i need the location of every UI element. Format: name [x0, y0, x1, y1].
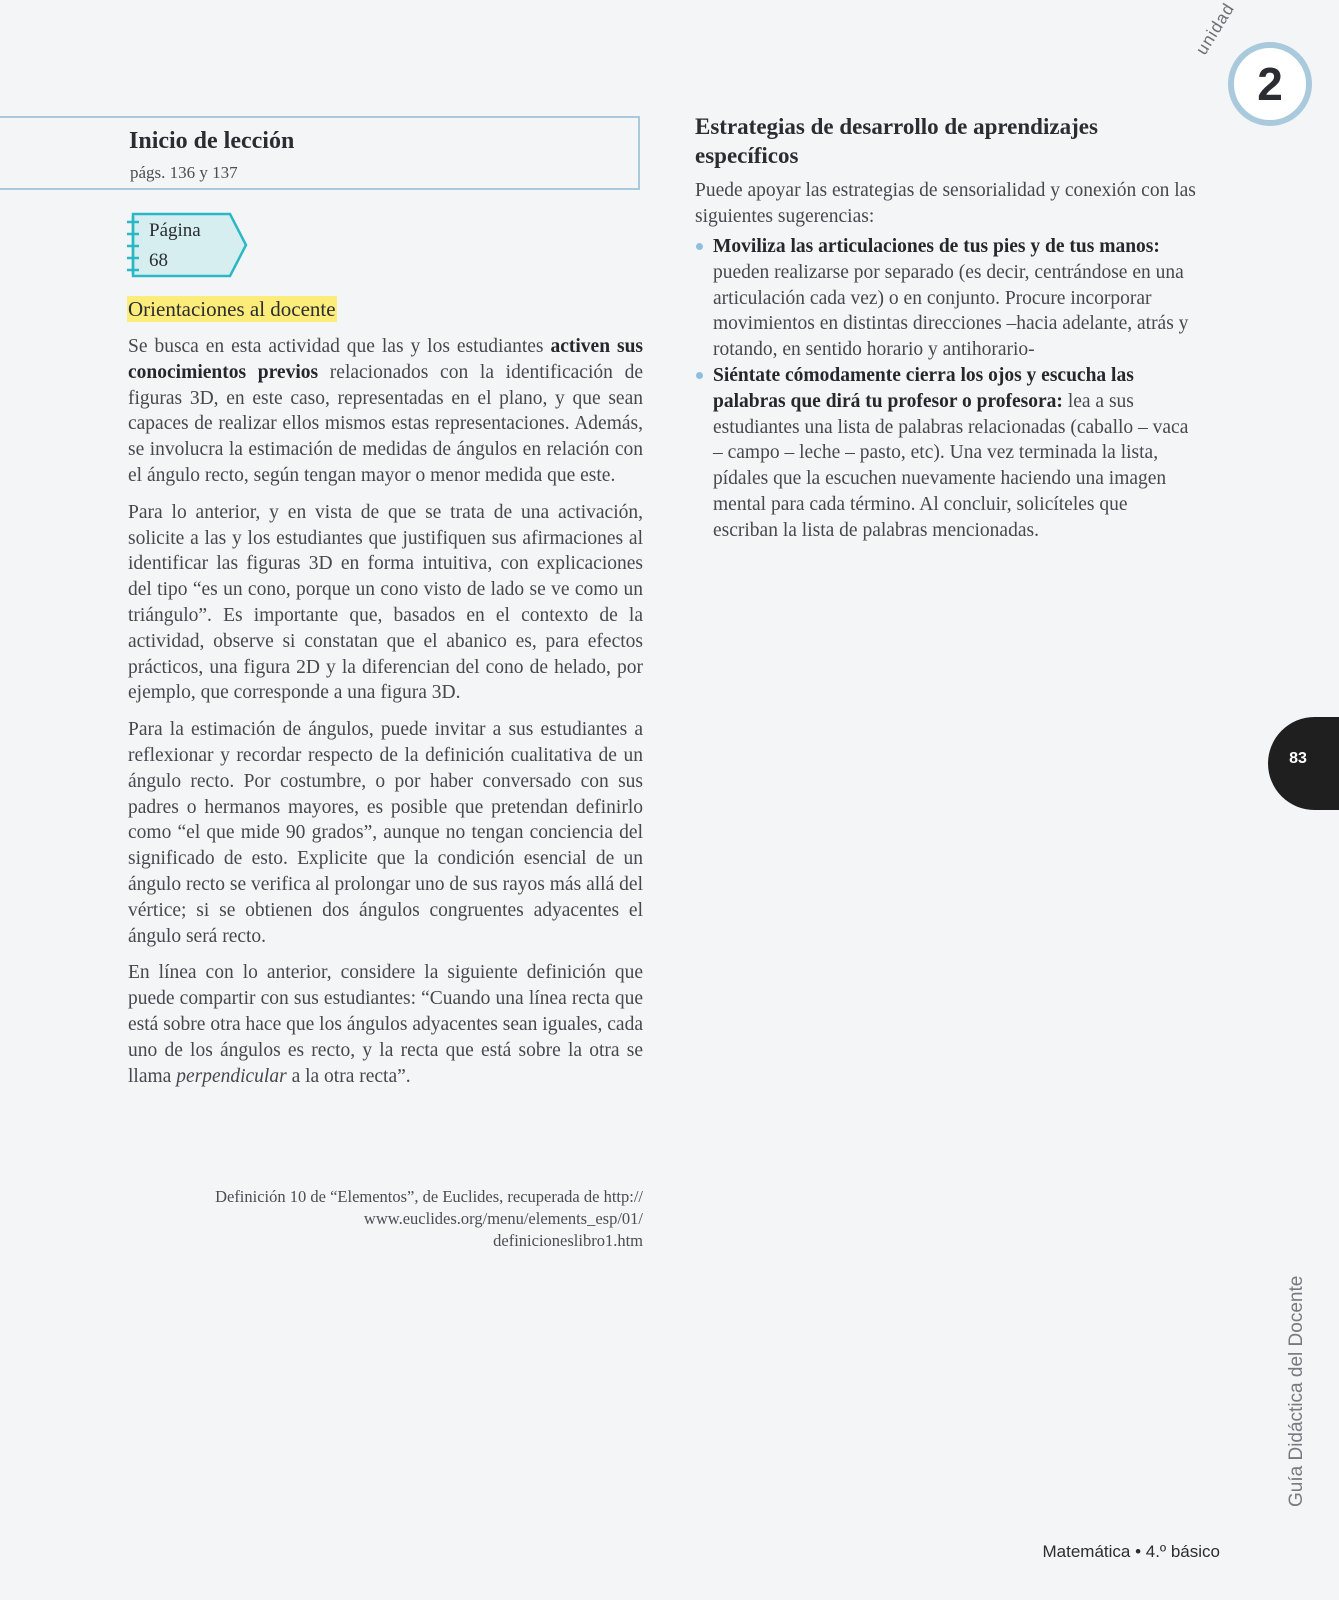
left-column	[128, 334, 643, 1100]
unit-number: 2	[1257, 58, 1283, 110]
bullet-icon	[696, 372, 703, 379]
list-item	[695, 363, 1195, 544]
citation	[128, 1186, 643, 1252]
unit-circle	[1228, 42, 1312, 126]
paragraph-1-bold: activen sus conocimientos previos	[128, 336, 643, 383]
orientaciones-heading: Orientaciones al docente	[128, 297, 336, 321]
paragraph-4	[128, 960, 643, 1089]
paragraph-4-text-a: En línea con lo anterior, considere la siguiente definición que puede compartir con sus estudiantes: “Cuando una línea recta que está sobre otra hace que los ángulos adyacentes sean iguales, cada uno de los ángulos es recto, y la recta que está sobre la otra se llama	[128, 962, 643, 1087]
paragraph-4-italic: perpendicular	[176, 1065, 287, 1087]
citation-line-2: www.euclides.org/menu/elements_esp/01/	[363, 1209, 643, 1228]
side-guide-label: Guía Didáctica del Docente	[1286, 1275, 1307, 1507]
paragraph-1-text-a: Se busca en esta actividad que las y los estudiantes	[128, 336, 551, 357]
list-item-text: lea a sus estudiantes una lista de palabras relacionadas (caballo – vaca – campo – leche – pasto, etc). Una vez terminada la lista, pídales que la escuchen nuevamente haciendo una imagen mental para cada término. Al concluir, solicíteles que escriban la lista de palabras mencionadas.	[713, 390, 1189, 541]
strategies-intro: Puede apoyar las estrategias de sensorialidad y conexión con las siguientes sugerencias:	[695, 180, 1196, 227]
list-item-bold: Moviliza las articulaciones de tus pies y de tus manos:	[713, 236, 1160, 257]
paragraph-3: Para la estimación de ángulos, puede invitar a sus estudiantes a reflexionar y recordar respecto de la definición cualitativa de un ángulo recto. Por costumbre, o por haber conversado con sus padres o hermanos mayores, es posible que pretendan definirlo como “el que mide 90 grados”, aunque no tengan conciencia del significado de esto. Explicite que la condición esencial de un ángulo recto se verifica al prolongar uno de sus rayos más allá del vértice; si se obtienen dos ángulos congruentes adyacentes el ángulo será recto.	[128, 719, 643, 947]
citation-line-3: definicioneslibro1.htm	[493, 1231, 643, 1250]
page-reference-tag	[126, 212, 250, 278]
page-number-tab	[1268, 717, 1339, 810]
strategies-title: Estrategias de desarrollo de aprendizajes específicos	[695, 114, 1098, 168]
lesson-title: Inicio de lección	[129, 128, 295, 154]
list-item-bold: Siéntate cómodamente cierra los ojos y escucha las palabras que dirá tu profesor o profesora:	[713, 364, 1134, 412]
bullet-icon	[696, 243, 703, 250]
list-item	[695, 234, 1195, 363]
strategies-list	[695, 234, 1195, 544]
page-tag-number: 68	[149, 250, 168, 271]
paragraph-4-text-c: a la otra recta”.	[286, 1065, 411, 1087]
paragraph-1	[128, 334, 643, 489]
list-item-text: pueden realizarse por separado (es decir, centrándose en una articulación cada vez) o en conjunto. Procure incorporar movimientos en distintas direcciones –hacia adelante, atrás y rotando, en sentido horario y antihorario-	[713, 261, 1189, 361]
page-tag-label: Página	[149, 220, 201, 241]
unit-badge	[1192, 0, 1328, 130]
lesson-pages: págs. 136 y 137	[130, 163, 238, 182]
paragraph-1-text-c: relacionados con la identificación de figuras 3D, en este caso, representadas en el plano, y que sean capaces de realizar ellos mismos estas representaciones. Además, se involucra la estimación de medidas de ángulos en relación con el ángulo recto, según tengan mayor o menor medida que este.	[128, 361, 643, 486]
citation-line-1: Definición 10 de “Elementos”, de Euclides, recuperada de http://	[215, 1187, 643, 1206]
lesson-header-box	[0, 116, 640, 190]
unit-word: unidad	[1192, 0, 1239, 59]
footer-subject: Matemática • 4.º básico	[1042, 1542, 1220, 1561]
page-number: 83	[1289, 750, 1307, 767]
paragraph-2: Para lo anterior, y en vista de que se trata de una activación, solicite a las y los estudiantes que justifiquen sus afirmaciones al identificar las figuras 3D en forma intuitiva, con explicaciones del tipo “es un cono, porque un cono visto de lado se ve como un triángulo”. Es importante que, basados en el contexto de la actividad, observe si constatan que el abanico es, para efectos prácticos, una figura 2D y la diferencian del cono de helado, por ejemplo, que corresponde a una figura 3D.	[128, 501, 643, 704]
